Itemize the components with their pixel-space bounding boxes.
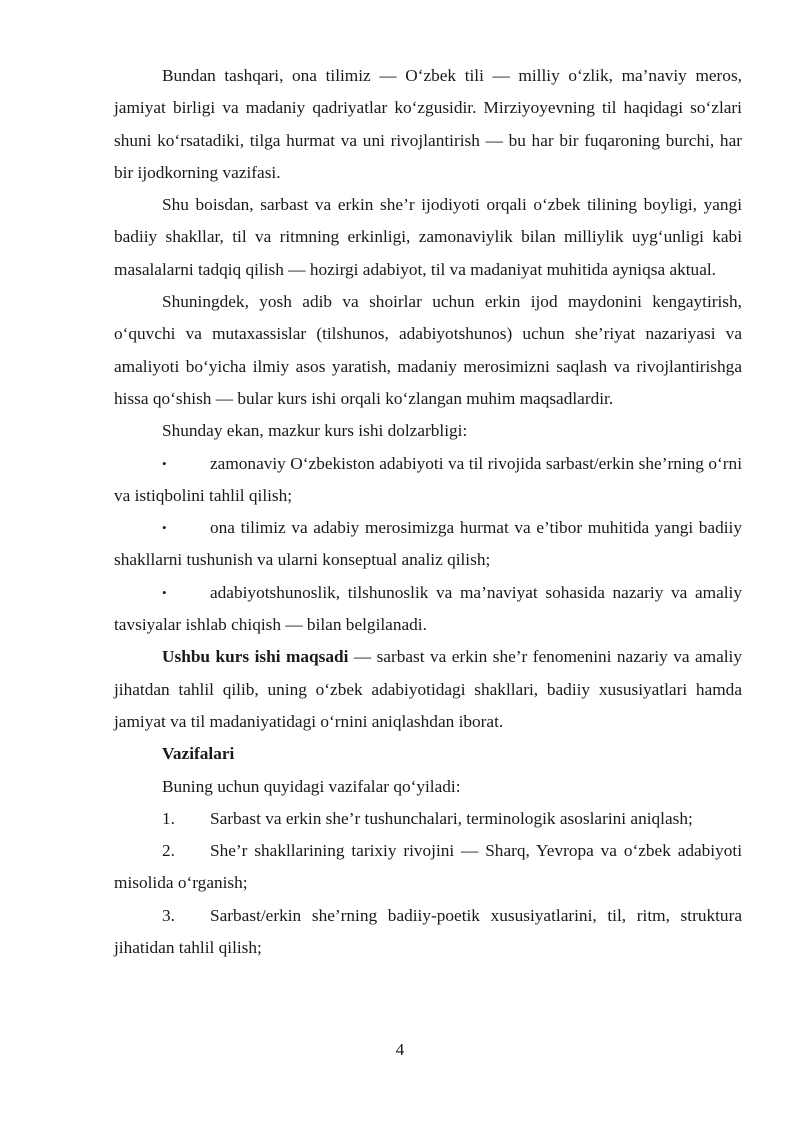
list-item bbox=[114, 577, 742, 642]
paragraph-language-heritage: Bundan tashqari, ona tilimiz — O‘zbek tili — milliy o‘zlik, ma’naviy meros, jamiyat birligi va madaniy qadriyatlar ko‘zgusidir. Mirziyoyevning til haqidagi so‘zlari shuni ko‘rsatadiki, tilga hurmat va uni rivojlantirish — bu har bir fuqaroning burchi, har bir ijodkorning vazifasi. bbox=[114, 66, 742, 182]
list-item-text: adabiyotshunoslik, tilshunoslik va ma’naviyat sohasida nazariy va amaliy tavsiyalar ishlab chiqish — bilan belgilanadi. bbox=[114, 582, 742, 635]
bullet-icon: • bbox=[162, 584, 167, 600]
tasks-heading: Vazifalari bbox=[162, 744, 235, 764]
list-item-text: zamonaviy O‘zbekiston adabiyoti va til rivojida sarbast/erkin she’rning o‘rni va istiqbolini tahlil qilish; bbox=[114, 453, 742, 505]
document-page bbox=[114, 60, 742, 964]
list-item bbox=[114, 835, 742, 900]
relevance-bullet-list bbox=[114, 448, 742, 642]
list-item-text: ona tilimiz va adabiy merosimizga hurmat va e’tibor muhitida yangi badiiy shakllarni tushunish va ularni konseptual analiz qilish; bbox=[114, 518, 742, 570]
list-item bbox=[114, 448, 742, 513]
list-item bbox=[114, 900, 742, 965]
list-item bbox=[114, 512, 742, 577]
page-number: 4 bbox=[395, 1040, 405, 1059]
list-item-number: 2. bbox=[162, 841, 175, 861]
bullet-icon: • bbox=[162, 520, 167, 536]
list-item-text: She’r shakllarining tarixiy rivojini — Sharq, Yevropa va o‘zbek adabiyoti misolida o‘rganish; bbox=[114, 841, 742, 893]
tasks-intro: Buning uchun quyidagi vazifalar qo‘yiladi: bbox=[162, 776, 461, 796]
list-item-number: 1. bbox=[162, 808, 175, 828]
list-item-text: Sarbast va erkin she’r tushunchalari, terminologik asoslarini aniqlash; bbox=[210, 808, 693, 828]
paragraph-goal bbox=[114, 641, 742, 738]
paragraph-research-relevance: Shu boisdan, sarbast va erkin she’r ijodiyoti orqali o‘zbek tilining boyligi, yangi badiiy shakllar, til va ritmning erkinligi, zamonaviylik bilan milliylik uyg‘unligi kabi masalalarni tadqiq qilish — hozirgi adabiyot, til va madaniyat muhitida ayniqsa aktual. bbox=[114, 195, 742, 279]
paragraph-young-writers: Shuningdek, yosh adib va shoirlar uchun erkin ijod maydonini kengaytirish, o‘quvchi va mutaxassislar (tilshunos, adabiyotshunos) uchun she’riyat nazariyasi va amaliyoti bo‘yicha ilmiy asos yaratish, madaniy merosimizni saqlash va rivojlantirishga hissa qo‘shish — bular kurs ishi orqali ko‘zlangan muhim maqsadlardir. bbox=[114, 292, 742, 408]
goal-label: Ushbu kurs ishi maqsadi bbox=[162, 647, 349, 667]
bullet-icon: • bbox=[162, 455, 167, 471]
paragraph-relevance-intro: Shunday ekan, mazkur kurs ishi dolzarbligi: bbox=[162, 421, 468, 441]
goal-text: — sarbast va erkin she’r fenomenini nazariy va amaliy jihatdan tahlil qilib, uning o‘zbek adabiyotidagi shakllari, badiiy xususiyatlari hamda jamiyat va til madaniyatidagi o‘rnini aniqlashdan iborat. bbox=[114, 647, 743, 731]
list-item-text: Sarbast/erkin she’rning badiiy-poetik xususiyatlarini, til, ritm, struktura jihatidan tahlil qilish; bbox=[114, 905, 742, 958]
list-item bbox=[114, 803, 742, 835]
tasks-numbered-list bbox=[114, 803, 742, 964]
list-item-number: 3. bbox=[162, 905, 175, 925]
